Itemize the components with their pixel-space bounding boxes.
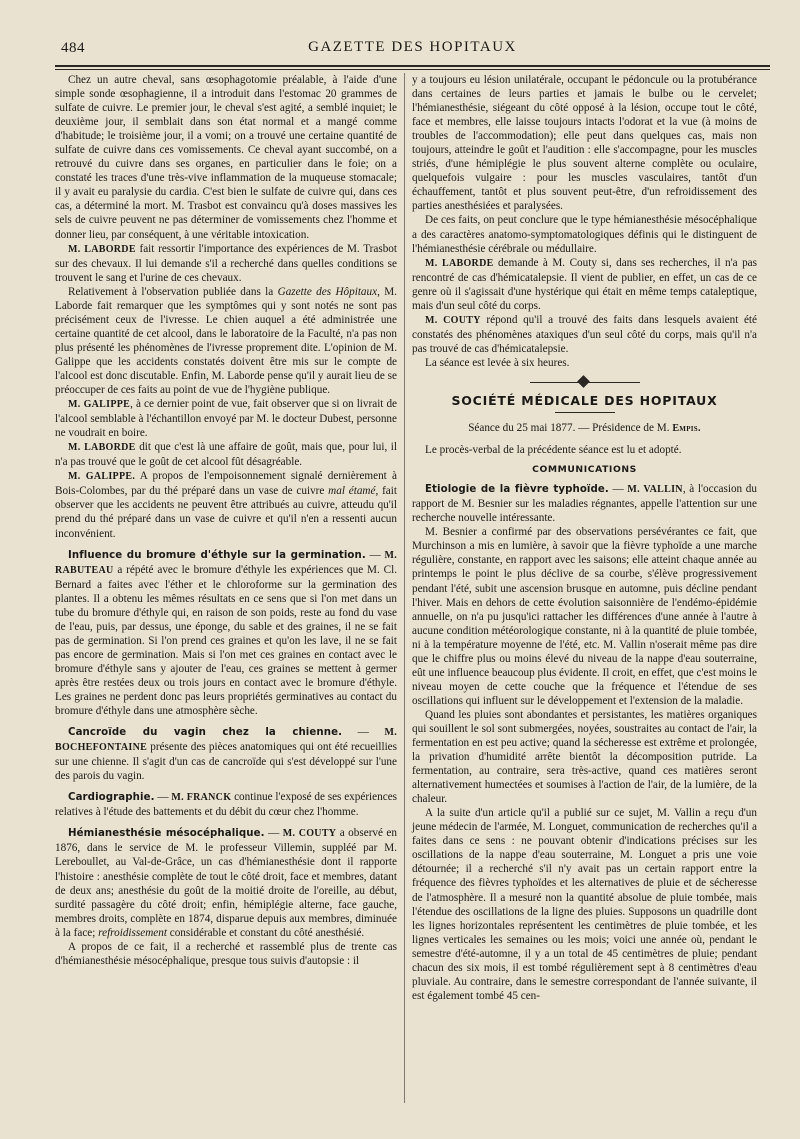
ornament-divider [530,376,640,388]
speaker: M. BOCHEFONTAINE [55,727,397,754]
right-column [412,73,757,1003]
title-rule [555,412,615,413]
speaker: M. RABUTEAU [55,549,397,576]
paragraph: M. LABORDE dit que c'est là une affaire de goût, mais que, pour lui, il n'a pas trouvé que le goût de cet alcool fût désagréable. [55,441,397,469]
minutes-line: Le procès-verbal de la précédente séance est lu et adopté. [425,444,682,457]
section-paragraph: Influence du bromure d'éthyle sur la germination. — M. RABUTEAU a répété avec le bromure d'éthyle les expériences que M. Cl. Bernard a faites avec l'éther et le chloroforme sur la germination des plantes. Il a obtenu les mêmes résultats en ce sens que si l'on met dans un tube du bromure d'éthyle qui, en raison de son poids, reste au fond du vase de l'eau, puis, par dessus, une éponge, du sable et des graines, il ne se fait pas de germination. Si l'on prend ces graines et qu'on les lave, il ne se fait pas encore de germination. Mais si l'on met ces graines en contact avec le bromure d'éthyle sans y ajouter de l'eau, ces graines se mettent à germer après être restées deux ou trois jours en contact avec le bromure d'éthyle. Les graines ne perdent donc pas leurs propriétés germinatives au contact du bromure d'éthyle dans une atmosphère sèche. [55,548,397,718]
paragraph: y a toujours eu lésion unilatérale, occupant le pédoncule ou la protubérance dans certaines de leurs parties et jamais le bulbe ou le cervelet; l'hémianesthésie, siégeant du côté opposé à la lésion, occupe tout le côté, face et membres, elle laisse toujours intacts l'odorat et la vue (à moins de troubles de l'accommodation); elle peut dans quelques cas, mais non toujours, atteindre le goût et l'audition : elle s'accompagne, pour les muscles striés, d'une hémiplégie le plus souvent alterne complète ou oculaire, quelquefois vulgaire : pour les muscles vasculaires, tantôt d'un échauffement, tantôt et plus souvent peut-être, d'un refroidissement des parties anesthésiées et paralysées. [412,74,757,213]
section-heading: Etiologie de la fièvre typhoïde. [425,484,609,496]
speaker: M. COUTY [282,828,337,840]
speaker: M. LABORDE [68,243,136,255]
column-divider [404,73,405,1103]
paragraph: M. LABORDE fait ressortir l'importance des expériences de M. Trasbot sur des chevaux. Il lui demande s'il a recherché dans quelles conditions se trouvent le sang et l'urine de ces chevaux. [55,242,397,284]
section-paragraph: Cardiographie. — M. FRANCK continue l'exposé de ses expériences relatives à l'étude des battements et du débit du cœur chez l'homme. [55,791,398,819]
session-close: La séance est levée à six heures. [425,356,570,369]
speaker: M. GALIPPE [68,399,131,411]
running-title: GAZETTE DES HOPITAUX [308,39,517,55]
section-heading: Influence du bromure d'éthyle sur la germination. [68,549,366,561]
section-paragraph: Etiologie de la fièvre typhoïde. — M. VALLIN, à l'occasion du rapport de M. Besnier sur les maladies régnantes, appelle l'attention sur une recherche nouvelle intéressante. [412,483,757,525]
speaker: M. COUTY [425,314,481,326]
page-number: 484 [61,40,85,56]
speaker: M. VALLIN [627,484,683,496]
speaker: M. FRANCK [171,792,232,804]
session-info: Séance du 25 mai 1877. — Présidence de M. Empis. [468,422,701,435]
paragraph: Chez un autre cheval, sans œsophagotomie préalable, à l'aide d'une simple sonde œsophagienne, il a introduit dans l'estomac 20 grammes de sulfate de cuivre. Le premier jour, le cheval s'est agité, a semblé inquiet; le deuxième jour, il semblait dans son état normal et a mangé comme d'habitude; le troisième jour, il a vomi; on a trouvé une certaine quantité de sulfate de cuivre dans ces vomissements. Ce cheval ayant succombé, on a retrouvé du cuivre dans ses organes, en particulier dans le foie; on a constaté les traces d'une très-vive inflammation de la muqueuse stomacale; il y avait eu paralysie du cardia. C'est bien le sulfate de cuivre qui, dans ces cas, a déterminé la mort. M. Trasbot est convaincu qu'à doses massives les sels de cuivre peuvent ne pas déterminer de vomissements chez l'homme et donner lieu, par conséquent, à une véritable intoxication. [55,74,397,241]
page-header [55,36,770,60]
section-paragraph: Hémianesthésie mésocéphalique. — M. COUTY a observé en 1876, dans le service de M. le professeur Villemin, suppléé par M. Lereboullet, au Val-de-Grâce, un cas d'hémianesthésie dont il rapporte l'histoire : anesthésie complète de tout le côté droit, face et membres, datant de deux ans; anesthésie du goût de la moitié droite de l'oreille, au début, surdité passagère du côté droit; enfin, hémiplégie alterne, face gauche, membres droits, complète en 1874, disparue depuis aux membres, diminuée à la face; refroidissement considérable et constant du côté anesthésié. [55,827,397,939]
paragraph: M. GALIPPE. A propos de l'empoisonnement signalé dernièrement à Bois-Colombes, par du thé préparé dans un vase de cuivre mal étamé, fait observer que les accidents ne peuvent être attribués au cuivre, atteudu qu'il prend du thé préparé dans un vase de cuivre et qu'il n'en a ressenti aucun inconvénient. [55,470,398,540]
society-title: SOCIÉTÉ MÉDICALE DES HOPITAUX [451,392,718,408]
speaker: M. LABORDE [68,442,136,454]
diamond-ornament-icon [577,375,590,388]
paragraph: A la suite d'un article qu'il a publié sur ce sujet, M. Vallin a reçu d'un jeune médecin de l'armée, M. Longuet, communication de recherches qu'il a faites dans ce sens : ne pouvant obtenir d'indications précises sur les oscillations de la nappe d'eau souterraine, M. Longuet a pris une voie détournée; il a recherché s'il n'y avait pas un certain rapport entre la fréquence des fièvres typhoïdes et les alternatives de pluie et de sécheresse de l'atmosphère. Il a mesuré non la quantité absolue de pluie tombée, mais l'étendue des oscillations de la ligne des pluies. Supposons un quadrille dont les lignes horizontales représentent les centimètres de pluie tombée, et les lignes verticales les semaines ou les mois; voici une année où, pendant le semestre d'été-automne, il y a un total de 45 centimètres de pluie; pendant chacun des six mois, il est tombé régulièrement sept à 8 centimètres d'eau pluviale. Au contraire, dans le semestre correspondant de l'année suivante, il est également tombé 45 cen- [412,807,757,1002]
left-column [55,73,397,968]
paragraph: Quand les pluies sont abondantes et persistantes, les matières organiques qui souillent le sol sont submergées, noyées, soustraites au contact de l'air, la fermentation en est peu active; quand la sécheresse est extrême et prolongée, la privation d'humidité arrête bientôt la décomposition putride. La fermentation, au contraire, sera très-active, quand ces matières seront alternativement humectées et soumises à l'action de l'air, de la lumière, de la chaleur. [412,708,757,806]
paragraph: M. LABORDE demande à M. Couty si, dans ses recherches, il n'a pas rencontré de cas d'hémicatalepsie. Il vient de publier, en effet, un cas de ce genre où il s'agissait d'une hystérique qui était en même temps cataleptique, mais d'un seul côté du corps. [412,256,757,312]
section-paragraph: Cancroïde du vagin chez la chienne. — M. BOCHEFONTAINE présente des pièces anatomiques qui ont été recueillies sur une chienne. Il s'agit d'un cas de cancroïde qui s'est développé sur l'une des parois du vagin. [55,726,397,783]
paragraph: M. GALIPPE, à ce dernier point de vue, fait observer que si on livrait de l'alcool semblable à l'échantillon envoyé par M. le docteur Dubest, personne ne voudrait en boire. [55,398,398,440]
header-rule [55,65,770,67]
section-heading: Cancroïde du vagin chez la chienne. [68,727,343,739]
paragraph: Relativement à l'observation publiée dans la Gazette des Hôpitaux, M. Laborde fait remarquer que les symptômes qui y sont notés ne sont pas précisément ceux de l'ivresse. Le chien auquel a été administrée une certaine quantité de cet alcool, dans le laboratoire de la Faculté, n'a pas non plus présenté les phénomènes de l'ivresse proprement dite. L'opinion de M. Galippe que les accidents constatés doivent être mis sur le compte de l'alcool est donc discutable. Enfin, M. Laborde pense qu'il y aurait lieu de se préoccuper de ces faits au point de vue de l'hygiène publique. [55,285,397,397]
speaker: M. LABORDE [425,257,494,269]
journal-citation: Gazette des Hôpitaux [277,285,378,298]
paragraph: M. Besnier a confirmé par des observations persévérantes ce fait, que Murchinson a mis en lumière, à savoir que la fièvre typhoïde a une marche régulière, constante, en rapport avec les saisons; elle atteint chaque année au printemps le point le plus déclive de sa courbe, s'élève progressivement pendant l'été, subit une ascension brusque en automne, puis décline pendant l'hiver. Mais en dehors de cette évolution saisonnière de l'endémo-épidémie annuelle, on n'a pu jusqu'ici rattacher les différences d'une année à l'autre à aucune condition météorologique constante, ni à la quantité de pluie tombée, ni à la température moyenne de l'été, etc. M. Vallin n'oserait même pas dire que le chiffre plus ou moins élevé du niveau de la nappe d'eau souterraine, eût une influence beaucoup plus évidente. Il croit, en effet, que c'est moins le niveau moyen de cette couche que la fréquence et l'étendue de ses oscillations qui influent sur le développement et l'extension de la maladie. [412,526,757,707]
section-heading: Cardiographie. [68,792,155,804]
paragraph: M. COUTY répond qu'il a trouvé des faits dans lesquels avaient été constatés des phénomènes ataxiques d'un seul côté du corps, mais qu'il n'a pas trouvé de cas d'hémicatalepsie. [412,313,757,355]
paragraph: De ces faits, on peut conclure que le type hémianesthésie mésocéphalique a des caractères anatomo-symptomatologiques définis qui le distinguent de l'hémianesthésie cérébrale ou médullaire. [412,214,757,255]
header-rule-thin [55,69,770,70]
paragraph: A propos de ce fait, il a recherché et rassemblé plus de trente cas d'hémianesthésie mésocéphalique, presque tous suivis d'autopsie : il [55,940,397,967]
president-name: Empis. [672,423,701,435]
communications-heading: COMMUNICATIONS [532,464,637,476]
speaker: M. GALIPPE. [68,471,136,483]
section-heading: Hémianesthésie mésocéphalique. [68,828,265,840]
